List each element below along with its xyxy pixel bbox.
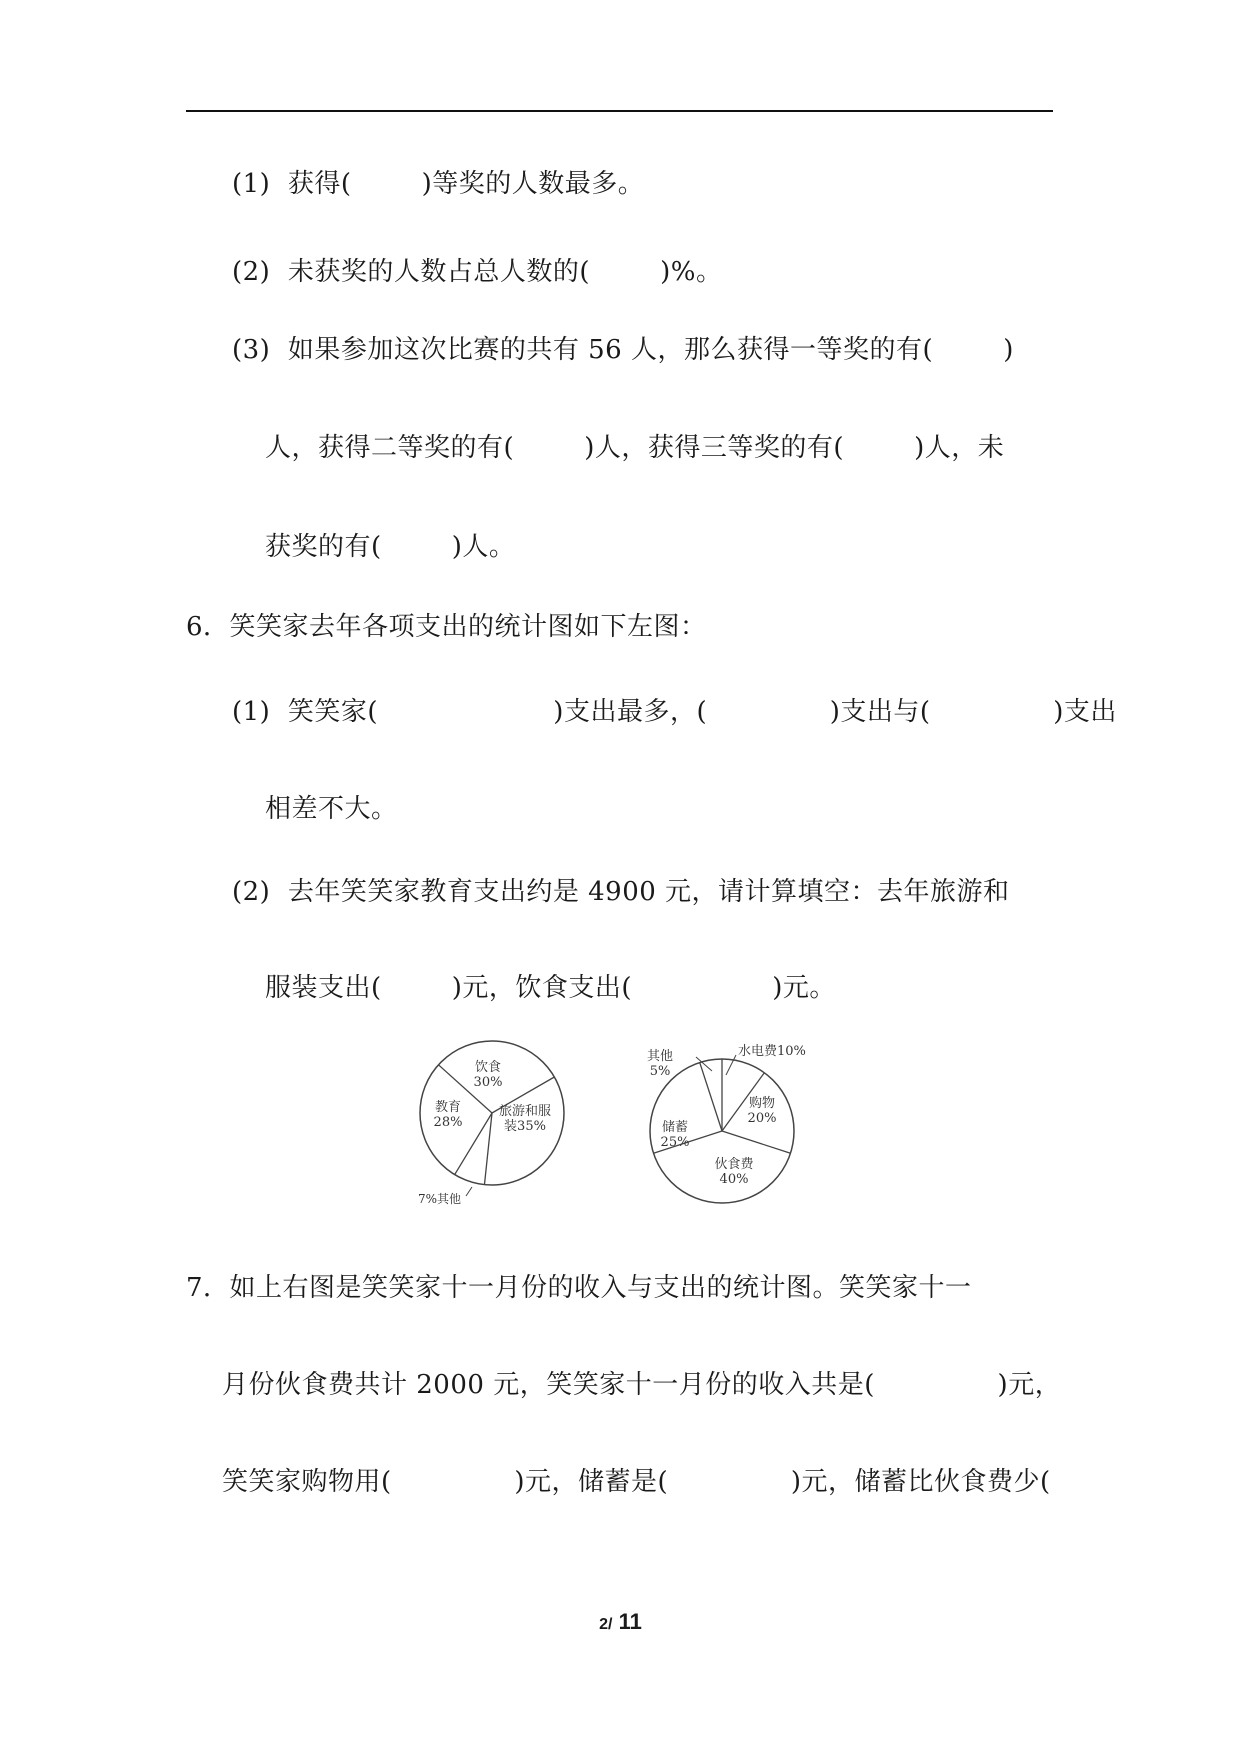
left-label-food-name: 饮食: [474, 1060, 502, 1075]
right-label-other-pct: 5%: [649, 1064, 671, 1079]
right-label-savings-pct: 25%: [660, 1135, 690, 1150]
page-current: 2/: [599, 1616, 613, 1633]
q6-stem: 6．笑笑家去年各项支出的统计图如下左图：: [186, 612, 707, 642]
q5-sub3-line3: 获奖的有( )人。: [265, 532, 516, 562]
q5-sub2: (2) 未获奖的人数占总人数的( )%。: [232, 257, 723, 287]
q7-line3: 笑笑家购物用( )元，储蓄是( )元，储蓄比伙食费少(: [222, 1467, 1051, 1497]
right-label-food-pct: 40%: [719, 1172, 749, 1187]
page-total: 11: [612, 1609, 642, 1634]
left-other-leader: [466, 1187, 472, 1196]
right-label-savings-name: 储蓄: [661, 1120, 689, 1135]
right-other-leader: [696, 1057, 712, 1071]
q7-line2: 月份伙食费共计 2000 元，笑笑家十一月份的收入共是( )元，: [222, 1370, 1062, 1400]
q5-sub1: (1) 获得( )等奖的人数最多。: [232, 169, 645, 199]
page-number: [0, 1609, 1241, 1635]
left-label-edu-name: 教育: [434, 1100, 462, 1115]
expense-pie-chart-left: [400, 1035, 590, 1210]
right-slice-boundary-2: [722, 1131, 790, 1153]
q6-sub1-line2: 相差不大。: [265, 794, 398, 824]
right-slice-boundary-4: [700, 1063, 722, 1131]
left-label-other: 7%其他: [417, 1192, 461, 1206]
left-label-travel-line1: 旅游和服: [498, 1104, 552, 1119]
header-rule: [186, 110, 1053, 112]
right-label-food-name: 伙食费: [714, 1157, 754, 1172]
right-utility-leader: [726, 1055, 736, 1075]
q6-sub2-line2: 服装支出( )元，饮食支出( )元。: [265, 973, 836, 1003]
right-label-other-name: 其他: [646, 1049, 674, 1064]
q5-sub3-line2: 人，获得二等奖的有( )人，获得三等奖的有( )人，未: [265, 433, 1005, 463]
q6-sub2-line1: (2) 去年笑笑家教育支出约是 4900 元，请计算填空：去年旅游和: [232, 877, 1010, 907]
left-label-food-pct: 30%: [473, 1075, 503, 1090]
q7-line1: 7．如上右图是笑笑家十一月份的收入与支出的统计图。笑笑家十一: [186, 1273, 972, 1303]
left-label-travel-line2: 装35%: [504, 1119, 546, 1134]
right-label-utility: 水电费10%: [738, 1044, 806, 1059]
q6-sub1-line1: (1) 笑笑家( )支出最多，( )支出与( )支出: [232, 697, 1117, 727]
right-label-shopping-name: 购物: [748, 1096, 776, 1111]
income-pie-chart-right: [630, 1035, 825, 1215]
left-label-edu-pct: 28%: [433, 1115, 463, 1130]
right-label-shopping-pct: 20%: [747, 1111, 777, 1126]
q5-sub3-line1: (3) 如果参加这次比赛的共有 56 人，那么获得一等奖的有( ): [232, 335, 1014, 365]
